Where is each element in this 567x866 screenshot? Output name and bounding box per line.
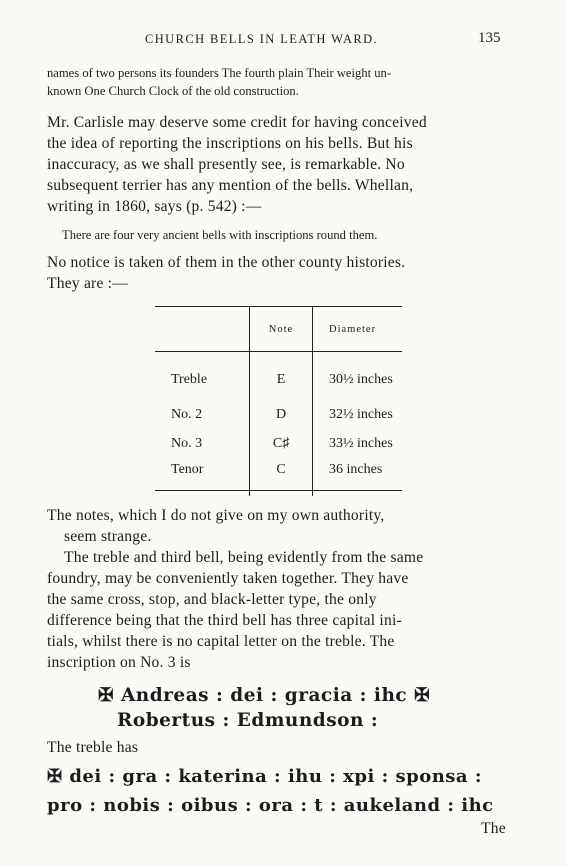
cell-note: E — [250, 352, 313, 401]
cell-diameter: 33½ inches — [329, 435, 393, 451]
page-number: 135 — [478, 30, 501, 46]
text-line: difference being that the third bell has three capital ini- — [47, 612, 402, 629]
running-title: CHURCH BELLS IN LEATH WARD. — [145, 32, 379, 46]
text-line: names of two persons its founders The fourth plain Their weight un- — [47, 66, 392, 80]
text-line: the same cross, stop, and black-letter type, the only — [47, 591, 377, 608]
text-line: inaccuracy, as we shall presently see, is remarkable. No — [47, 156, 405, 173]
inscription-treble-line-1: ✠ dei : gra : katerina : ihu : xpi : sponsa : — [47, 766, 483, 787]
cell-diameter: 36 inches — [329, 462, 383, 477]
header-bell — [155, 307, 250, 352]
text-line: known One Church Clock of the old construction. — [47, 84, 299, 98]
inscription-no3-line-2: Robertus : Edmundson : — [117, 710, 379, 731]
inscription-no3-line-1: ✠ Andreas : dei : gracia : ihc ✠ — [98, 685, 431, 706]
table-row — [155, 400, 402, 429]
cell-bell: No. 2 — [171, 406, 203, 422]
text-line: Mr. Carlisle may deserve some credit for having conceived — [47, 114, 427, 131]
table-header-row — [155, 307, 402, 352]
running-header — [0, 30, 567, 50]
cell-diameter: 32½ inches — [329, 406, 393, 422]
header-note: Note — [250, 307, 313, 352]
cell-note: D — [250, 400, 313, 429]
text-line: No notice is taken of them in the other county histories. — [47, 254, 406, 271]
text-line: the idea of reporting the inscriptions on his bells. But his — [47, 135, 413, 152]
text-line: inscription on No. 3 is — [47, 654, 191, 671]
paragraph-treble-third — [47, 547, 423, 673]
text-line: writing in 1860, says (p. 542) :— — [47, 198, 262, 215]
cell-bell: Tenor — [171, 462, 204, 477]
text-line: seem strange. — [64, 528, 152, 545]
table-row — [155, 429, 402, 458]
text-line: They are :— — [47, 275, 128, 292]
treble-intro: The treble has — [47, 739, 139, 756]
cell-diameter: 30½ inches — [329, 372, 393, 387]
cell-bell: Treble — [171, 372, 208, 387]
paragraph-notes — [47, 505, 384, 547]
cell-note: C — [250, 458, 313, 496]
text-line: The treble and third bell, being evidently from the same — [64, 549, 424, 566]
text-line: subsequent terrier has any mention of the bells. Whellan, — [47, 177, 414, 194]
paragraph-notice — [47, 252, 405, 294]
text-line: The notes, which I do not give on my own authority, — [47, 507, 385, 524]
catchword: The — [481, 820, 506, 837]
text-line: foundry, may be conveniently taken together. They have — [47, 570, 409, 587]
cell-bell: No. 3 — [171, 435, 203, 451]
inscription-treble-line-2: pro : nobis : oibus : ora : t : aukeland : ihc — [47, 795, 494, 816]
whellan-quote: There are four very ancient bells with inscriptions round them. — [62, 228, 378, 242]
paragraph-founders — [47, 64, 391, 100]
text-line: tials, whilst there is no capital letter on the treble. The — [47, 633, 395, 650]
cell-note: C♯ — [250, 429, 313, 458]
header-diameter: Diameter — [313, 307, 403, 352]
paragraph-carlisle — [47, 112, 427, 217]
bell-table — [155, 307, 402, 496]
table-bottom-rule — [155, 490, 402, 491]
table-row — [155, 352, 402, 401]
